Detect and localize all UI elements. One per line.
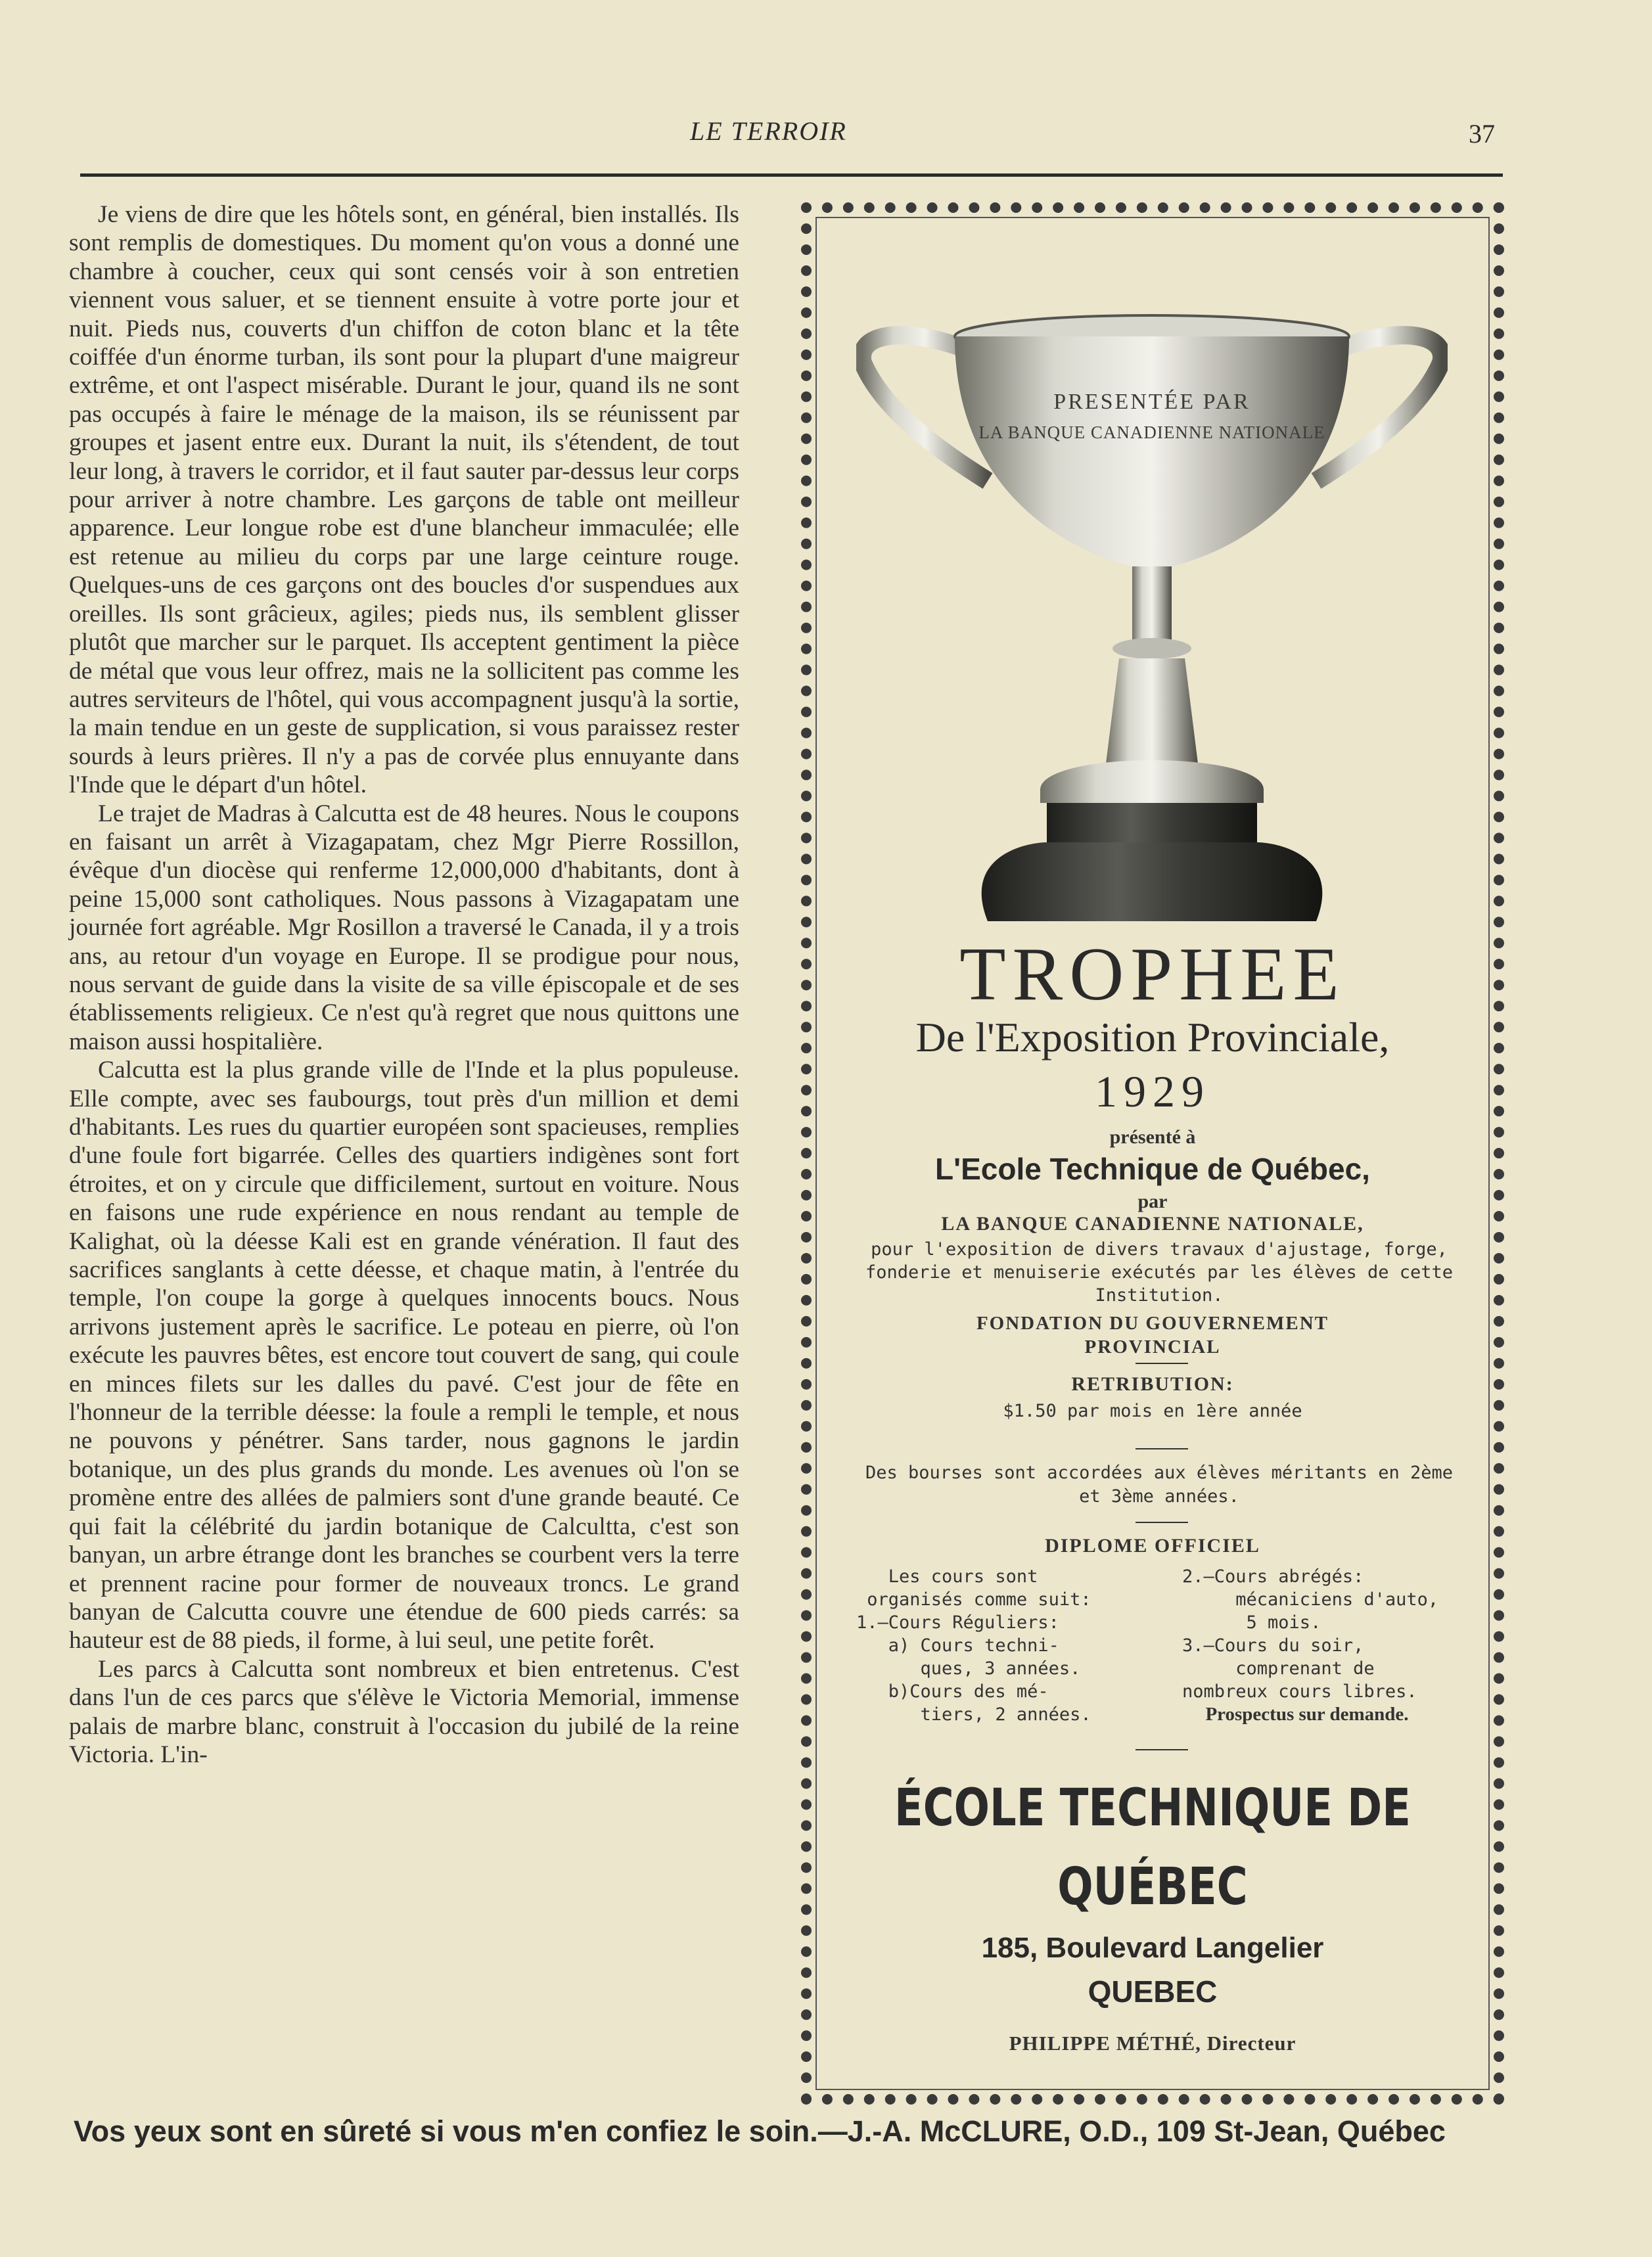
- trophy-cup-image: [856, 264, 1448, 928]
- ad-course-line: tiers, 2 années.: [856, 1704, 1091, 1725]
- ad-course-line: comprenant de: [1182, 1658, 1375, 1679]
- ad-school-banner: [877, 1769, 1428, 1926]
- page-number: 37: [1469, 119, 1495, 148]
- ad-divider: [1136, 1522, 1188, 1523]
- ad-course-line: mécaniciens d'auto,: [1182, 1589, 1439, 1610]
- journal-title: LE TERROIR: [690, 116, 847, 146]
- ad-course-line: Les cours sont: [856, 1566, 1038, 1587]
- header-rule: [80, 173, 1503, 177]
- ad-city: QUEBEC: [1088, 1974, 1218, 2009]
- ad-presented: présenté à: [1109, 1126, 1196, 1148]
- ad-subtitle: De l'Exposition Provinciale,: [915, 1014, 1390, 1060]
- article-paragraph: Calcutta est la plus grande ville de l'Inde et la plus populeuse. Elle compte, avec ses faubourgs, tout près d'un million et demi d'habitants. Les rues du quartier européen sont spacieuses, remplies d'une foule fort bigarrée. Celles des quartiers indigènes sont fort étroites, et on y circule que difficilement, surtout en voiture. Nous en faisons une rude expérience en nous rendant au temple de Kalighat, où la déesse Kali est en grande vénération. Il faut des sacrifices sanglants à cette déesse, et chaque matin, à l'entrée du temple, l'on coupe la gorge à quelques innocents boucs. Nous arrivons justement après le sacrifice. Le poteau en pierre, où l'on exécute les pauvres bêtes, est encore tout couvert de sang, qui coule en minces filets sur les dalles du pavé. C'est jour de fête en l'honneur de la terrible déesse: la foule a rempli le temple, et nous ne pouvons y pénétrer. Sans tarder, nous gagnons le jardin botanique, un des plus grands du monde. Les avenues où l'on se promène entre des allées de palmiers sont d'une grande beauté. Ce qui fait la célébrité du jardin botanique de Calcultta, c'est son banyan, un arbre étrange dont les branches se courbent vers la terre et prennent racine pour former de nouveaux troncs. Le grand banyan de Calcutta couvre une étendue de 600 pieds carrés: sa hauteur est de 88 pieds, il forme, à lui seul, une petite forêt.: [69, 1057, 739, 1654]
- article-paragraph: Les parcs à Calcutta sont nombreux et bien entretenus. C'est dans l'un de ces parcs que s'élève le Victoria Memorial, immense palais de marbre blanc, construit à l'occasion du jubilé de la reine Victoria. L'in-: [69, 1655, 739, 1768]
- advertisement-frame: [801, 202, 1504, 2105]
- svg-text:PRESENTÉE PAR: PRESENTÉE PAR: [1053, 390, 1250, 414]
- ad-bank-name: LA BANQUE CANADIENNE NATIONALE,: [941, 1213, 1364, 1235]
- ad-diplome: DIPLOME OFFICIEL: [1045, 1535, 1260, 1557]
- ad-divider: [1136, 1749, 1188, 1750]
- ad-course-line: b)Cours des mé-: [856, 1681, 1049, 1702]
- ad-course-line: 1.—Cours Réguliers:: [856, 1612, 1059, 1633]
- ad-fondation: FONDATION DU GOUVERNEMENT PROVINCIAL: [976, 1313, 1329, 1357]
- ad-description: pour l'exposition de divers travaux d'ajustage, forge, fonderie et menuiserie exécutés par les élèves de cette Institution.: [865, 1239, 1454, 1306]
- article-paragraph: Le trajet de Madras à Calcutta est de 48 heures. Nous le coupons en faisant un arrêt à Vizagapatam, chez Mgr Pierre Rossillon, évêque d'un diocèse qui renferme 12,000,000 d'habitants, dont à peine 15,000 sont catholiques. Nous passons à Vizagapatam une journée fort agréable. Mgr Rosillon a traversé le Canada, il y a trois ans, au retour d'un voyage en Europe. Il se prodigue pour nous, nous servant de guide dans la visite de sa ville épiscopale et de ses établissements religieux. Ce n'est qu'à regret que nous quittons une maison aussi hospitalière.: [69, 800, 739, 1055]
- advertisement: [815, 217, 1490, 2090]
- ad-address: 185, Boulevard Langelier: [981, 1932, 1324, 1964]
- ad-retribution-text: $1.50 par mois en 1ère année: [1003, 1401, 1302, 1421]
- article-paragraph: Je viens de dire que les hôtels sont, en général, bien installés. Ils sont remplis de domestiques. Du moment qu'on vous a donné une chambre à coucher, ceux qui sont censés voir à son entretien viennent vous saluer, et se tiennent ensuite à votre porte jour et nuit. Pieds nus, couverts d'un chiffon de coton blanc et la tête coiffée d'un énorme turban, ils sont pour la plupart d'une maigreur extrême, et ont l'aspect misérable. Durant le jour, quand ils ne sont pas occupés à faire le ménage de la maison, ils se réunissent par groupes et jasent entre eux. Durant la nuit, ils s'étendent, de tout leur long, à travers le corridor, et il faut sauter par-dessus leur corps pour arriver à notre chambre. Les garçons de table ont meilleur apparence. Leur longue robe est d'une blancheur immaculée; elle est retenue au milieu du corps par une large ceinture rouge. Quelques-uns de ces garçons ont des boucles d'or suspendues aux oreilles. Ils sont grâcieux, agiles; pieds nus, ils semblent glisser plutôt que marcher sur le parquet. Ils acceptent gentiment la pièce de métal que vous leur offrez, mais ne la sollicitent pas comme les autres serviteurs de l'hôtel, qui vous accompagnent jusqu'à la sortie, la main tendue en un geste de supplication, si vous paraissez rester sourds à leurs prières. Il n'y a pas de corvée plus ennuyante dans l'Inde que le départ d'un hôtel.: [69, 201, 739, 799]
- ad-prospectus: Prospectus sur demande.: [1205, 1704, 1409, 1725]
- ad-par: par: [1137, 1191, 1168, 1212]
- ad-course-line: 3.—Cours du soir,: [1182, 1635, 1364, 1656]
- ad-course-line: ques, 3 années.: [856, 1658, 1081, 1679]
- ad-course-line: 5 mois.: [1182, 1612, 1321, 1633]
- article-column: [69, 200, 739, 1769]
- svg-text:LA BANQUE CANADIENNE NATIONALE: LA BANQUE CANADIENNE NATIONALE: [978, 422, 1325, 442]
- ad-course-line: a) Cours techni-: [856, 1635, 1059, 1656]
- ad-courses-right: [1182, 1565, 1471, 1726]
- ad-year: 1929: [1095, 1066, 1210, 1116]
- footer-advertisement: Vos yeux sont en sûreté si vous m'en confiez le soin.—J.-A. McCLURE, O.D., 109 St-Jean, Québec: [74, 2114, 1446, 2148]
- ad-course-line: 2.—Cours abrégés:: [1182, 1566, 1364, 1587]
- ad-director: PHILIPPE MÉTHÉ, Directeur: [1009, 2032, 1296, 2055]
- ad-school-banner-line: QUÉBEC: [1057, 1858, 1248, 1917]
- ad-school-banner-line: ÉCOLE TECHNIQUE DE: [894, 1779, 1411, 1838]
- ad-title: TROPHEE: [959, 932, 1346, 1016]
- ad-retribution-title: RETRIBUTION:: [1071, 1373, 1234, 1395]
- ad-courses-left: [856, 1565, 1132, 1726]
- ad-divider: [1136, 1448, 1188, 1449]
- ad-course-line: organisés comme suit:: [856, 1589, 1091, 1610]
- ad-bourses: Des bourses sont accordées aux élèves méritants en 2ème et 3ème années.: [865, 1463, 1454, 1507]
- ad-divider: [1136, 1363, 1188, 1364]
- ad-school-name: L'Ecole Technique de Québec,: [935, 1152, 1370, 1186]
- ad-course-line: nombreux cours libres.: [1182, 1681, 1417, 1702]
